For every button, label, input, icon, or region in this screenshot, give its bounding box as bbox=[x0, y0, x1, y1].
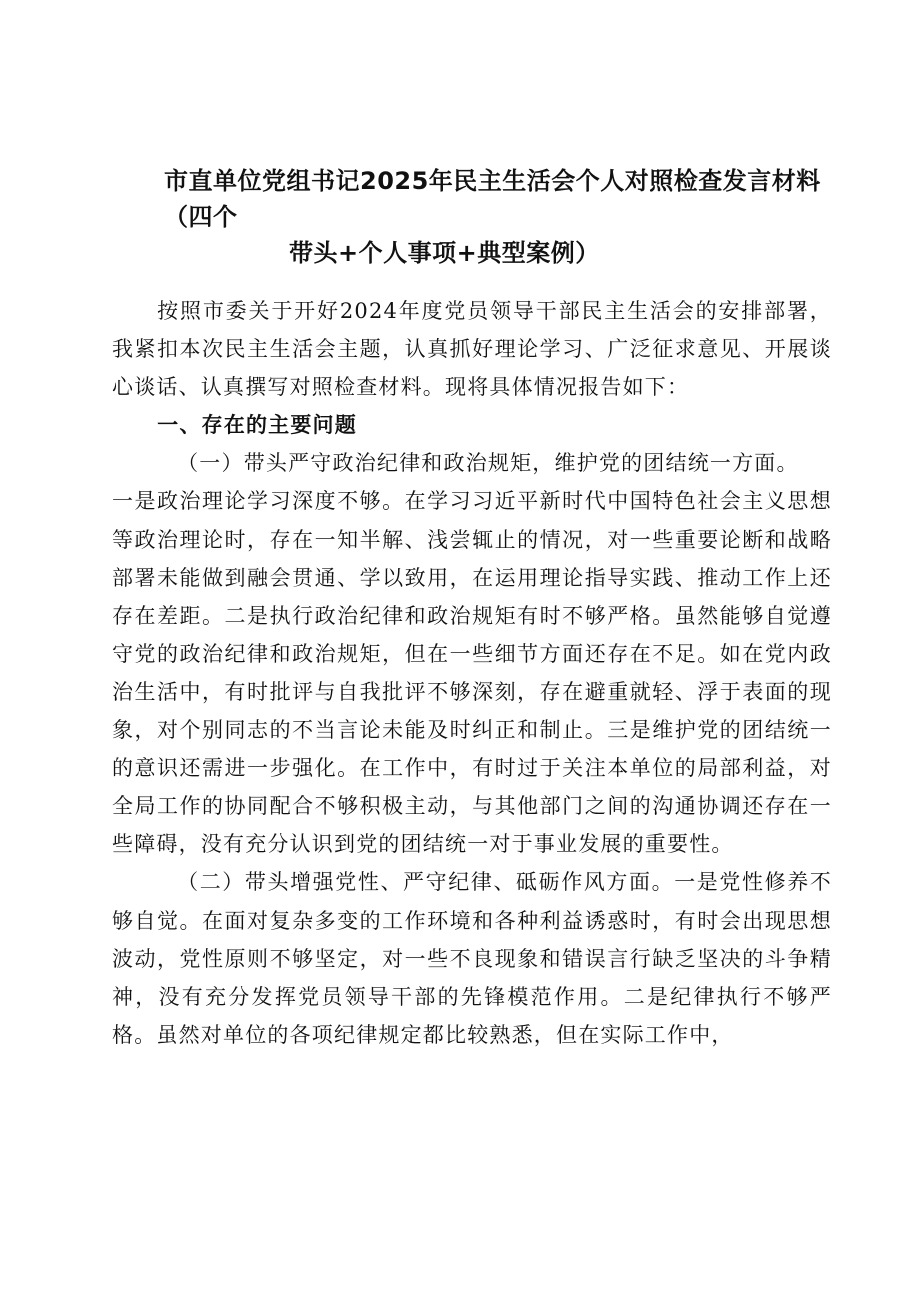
subsection-1-body: 一是政治理论学习深度不够。在学习习近平新时代中国特色社会主义思想等政治理论时，存在一知半解、浅尝辄止的情况，对一些重要论断和战略部署未能做到融会贯通、学以致用，在运用理论指导实践、推动工作上还存在差距。二是执行政治纪律和政治规矩有时不够严格。虽然能够自觉遵守党的政治纪律和政治规矩，但在一些细节方面还存在不足。如在党内政治生活中，有时批评与自我批评不够深刻，存在避重就轻、浮于表面的现象，对个别同志的不当言论未能及时纠正和制止。三是维护党的团结统一的意识还需进一步强化。在工作中，有时过于关注本单位的局部利益，对全局工作的协同配合不够积极主动，与其他部门之间的沟通协调还存在一些障碍，没有充分认识到党的团结统一对于事业发展的重要性。 bbox=[112, 489, 832, 857]
document-title bbox=[118, 163, 858, 271]
title-line-1: 市直单位党组书记2025年民主生活会个人对照检查发言材料（四个 bbox=[164, 167, 821, 231]
subsection-1-lead: （一）带头严守政治纪律和政治规矩，维护党的团结统一方面。 bbox=[177, 451, 799, 476]
section-heading-1: 一、存在的主要问题 bbox=[157, 413, 357, 438]
subsection-2-paragraph: （二）带头增强党性、严守纪律、砥砺作风方面。一是党性修养不够自觉。在面对复杂多变的工作环境和各种利益诱惑时，有时会出现思想波动，党性原则不够坚定，对一些不良现象和错误言行缺乏坚决的斗争精神，没有充分发挥党员领导干部的先锋模范作用。二是纪律执行不够严格。虽然对单位的各项纪律规定都比较熟悉，但在实际工作中， bbox=[112, 870, 832, 1047]
document-body bbox=[112, 292, 832, 1054]
intro-paragraph: 按照市委关于开好2024年度党员领导干部民主生活会的安排部署，我紧扣本次民主生活会主题，认真抓好理论学习、广泛征求意见、开展谈心谈话、认真撰写对照检查材料。现将具体情况报告如下： bbox=[112, 299, 832, 400]
title-line-2: 带头+个人事项+典型案例） bbox=[289, 239, 600, 267]
